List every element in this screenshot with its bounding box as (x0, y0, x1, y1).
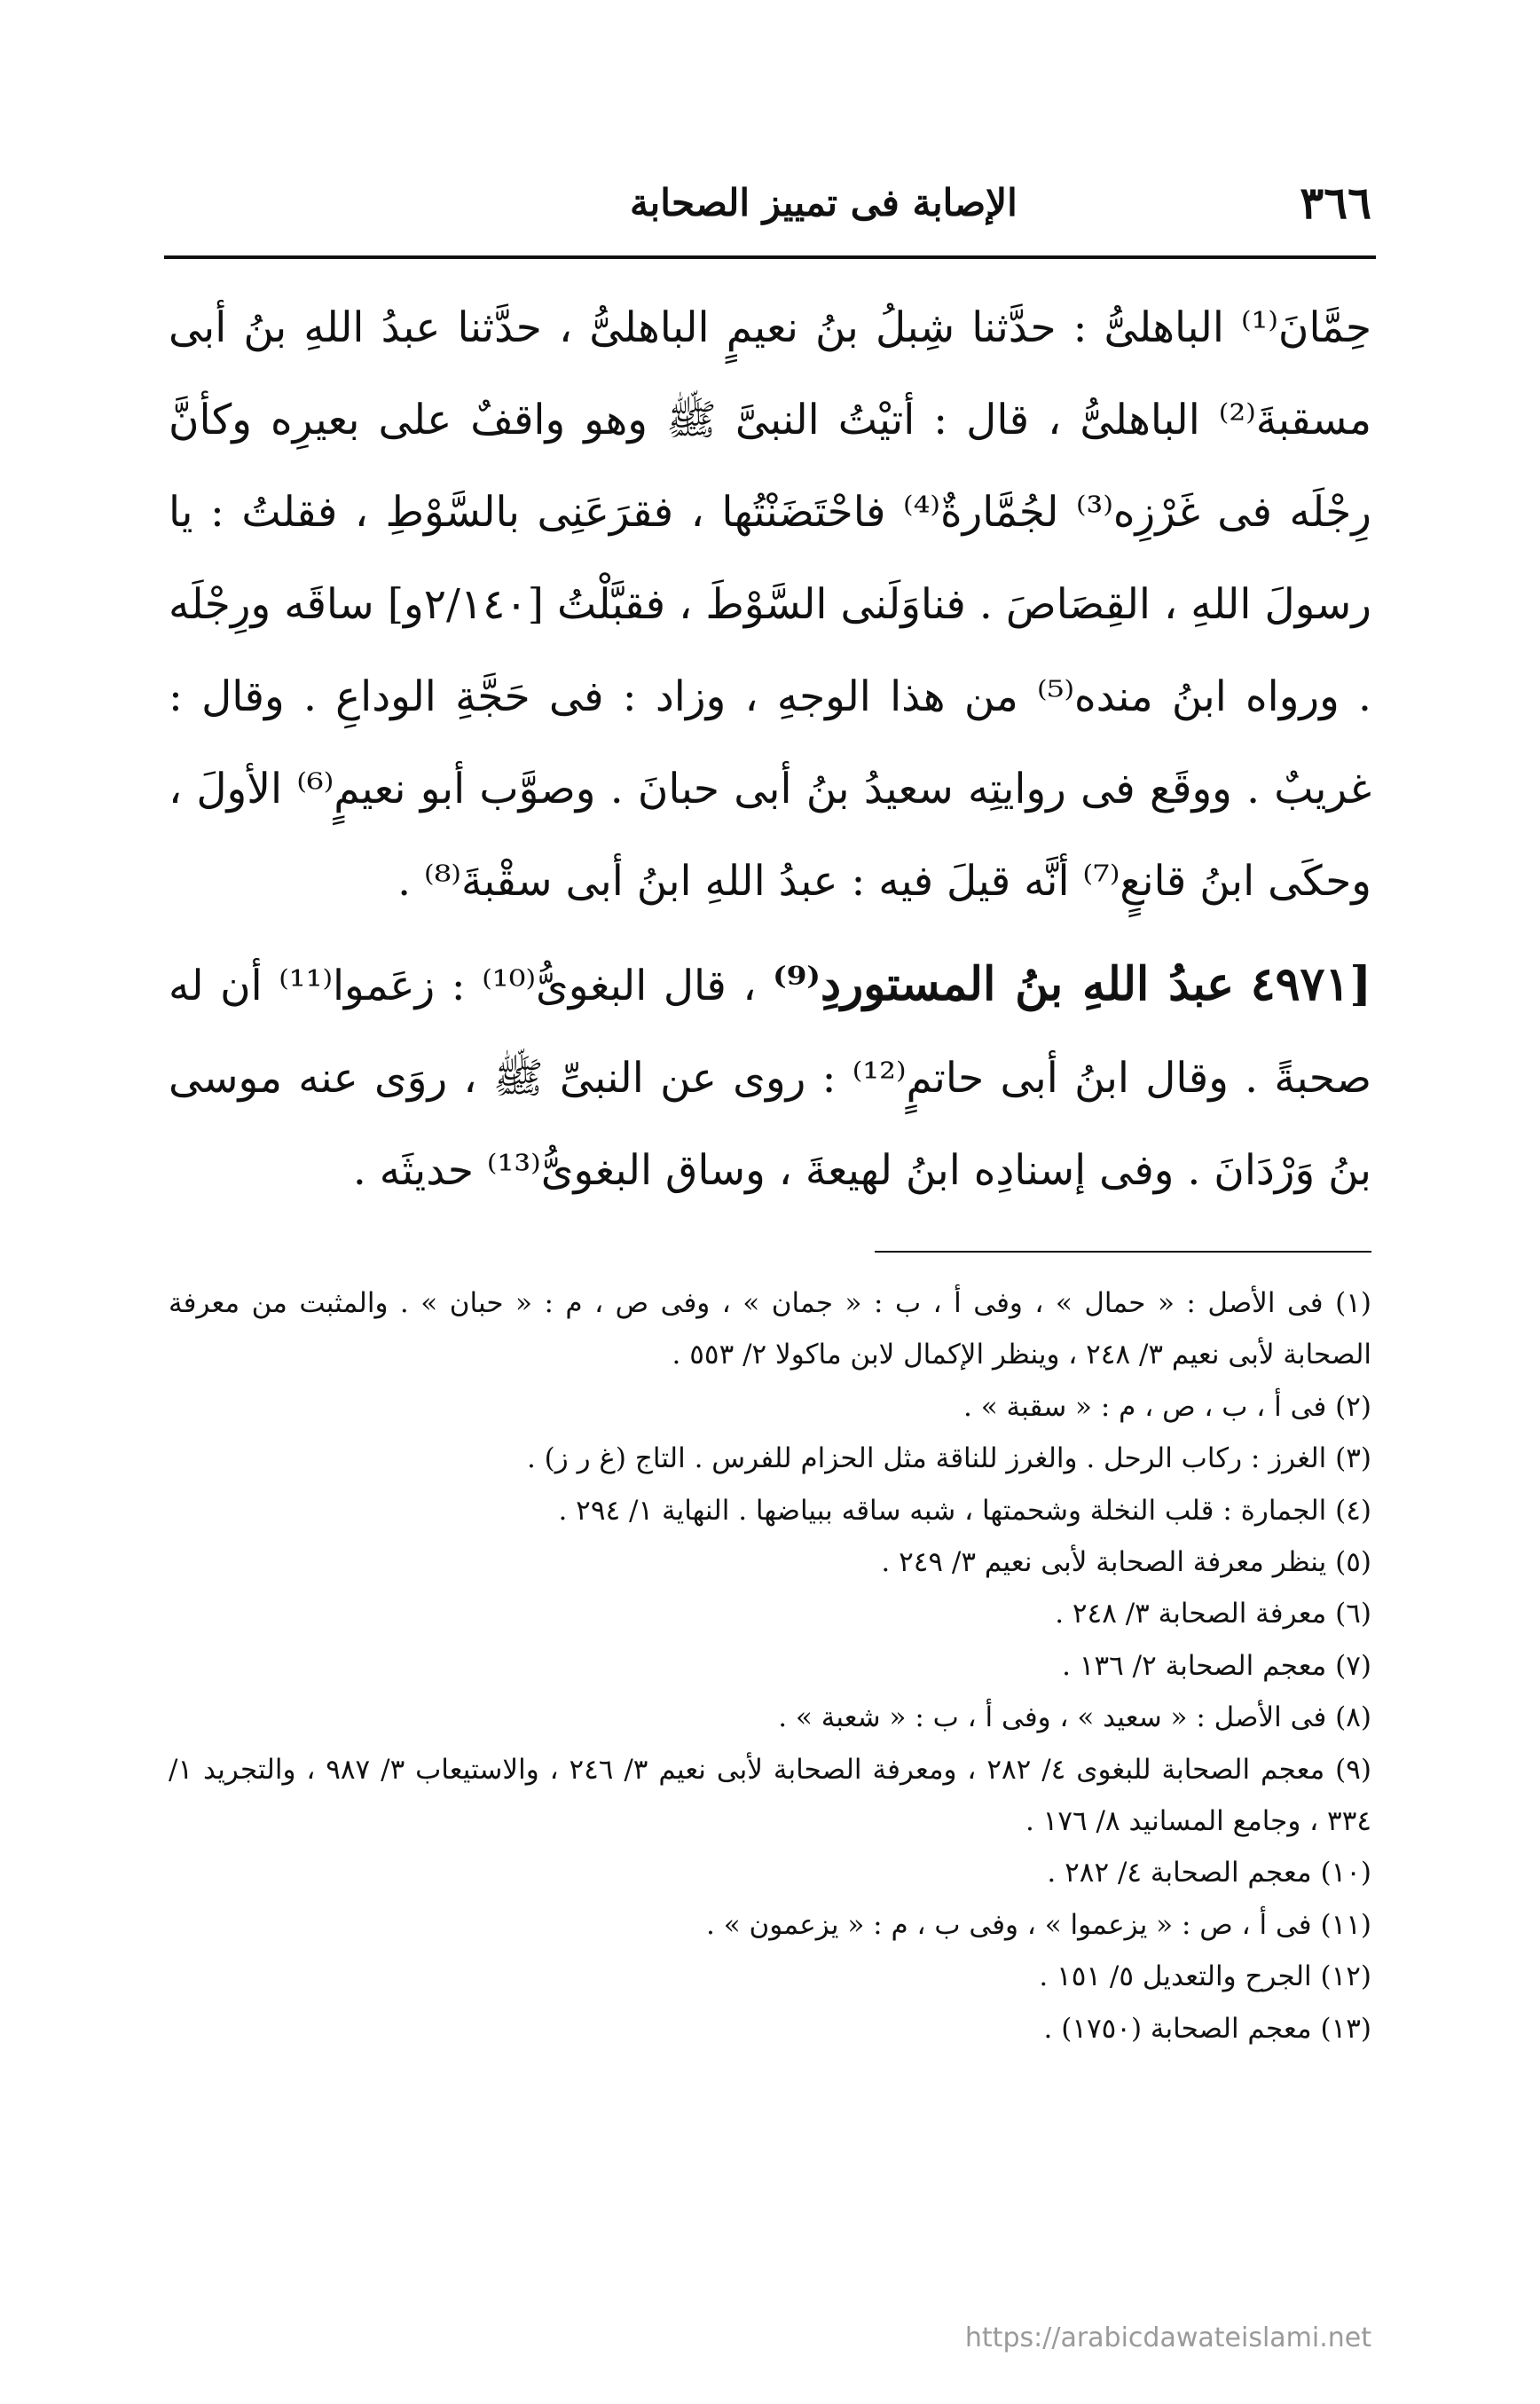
footnotes (169, 1277, 1371, 2054)
footnote: (٦) معرفة الصحابة ٣/ ٢٤٨ . (1055, 1598, 1371, 1630)
footnote: (٥) ينظر معرفة الصحابة لأبى نعيم ٣/ ٢٤٩ . (881, 1546, 1371, 1579)
entry-number: [٤٩٧١ (1250, 957, 1372, 1011)
page-header (169, 176, 1371, 229)
footnote-separator (875, 1251, 1371, 1253)
footnote: (٢) فى أ ، ب ، ص ، م : « سقبة » . (963, 1390, 1371, 1423)
entry-name: عبدُ اللهِ بنُ المستوردِ⁽⁹⁾ (773, 957, 1235, 1011)
footnote: (١١) فى أ ، ص : « يزعموا » ، وفى ب ، م : « يزعمون » . (706, 1908, 1371, 1941)
header-rule (164, 255, 1376, 259)
paragraph: حِمَّانَ⁽¹⁾ الباهلىُّ : حدَّثنا شِبلُ بنُ نعيمٍ الباهلىُّ ، حدَّثنا عبدُ اللهِ بنُ أبى مسقبةَ⁽²⁾ الباهلىُّ ، قال : أتيْتُ النبىَّ ﷺ وهو واقفٌ على بعيرِه وكأنَّ رِجْلَه فى غَرْزِه⁽³⁾ لجُمَّارةٌ⁽⁴⁾ فاحْتَضَنْتُها ، فقرَعَنِى بالسَّوْطِ ، فقلتُ : يا رسولَ اللهِ ، القِصَاصَ . فناوَلَنى السَّوْطَ ، فقبَّلْتُ [٢/١٤٠و] ساقَه ورِجْلَه . ورواه ابنُ منده⁽⁵⁾ من هذا الوجهِ ، وزاد : فى حَجَّةِ الوداعِ . وقال : غريبٌ . ووقَع فى روايتِه سعيدُ بنُ أبى حبانَ . وصوَّب أبو نعيمٍ⁽⁶⁾ الأولَ ، وحكَى ابنُ قانعٍ⁽⁷⁾ أنَّه قيلَ فيه : عبدُ اللهِ ابنُ أبى سقْبةَ⁽⁸⁾ . (169, 303, 1371, 906)
biography-entry (169, 939, 1371, 1217)
footnote: (٣) الغرز : ركاب الرحل . والغرز للناقة مثل الحزام للفرس . التاج (غ ر ز) . (526, 1442, 1371, 1475)
main-text (169, 282, 1371, 1217)
book-title: الإصابة فى تمييز الصحابة (630, 180, 1018, 224)
footnote: (١) فى الأصل : « حمال » ، وفى أ ، ب : « جمان » ، وفى ص ، م : « حبان » . والمثبت من معرفة الصحابة لأبى نعيم ٣/ ٢٤٨ ، وينظر الإكمال لابن ماكولا ٢/ ٥٥٣ . (169, 1287, 1371, 1371)
footnote: (٨) فى الأصل : « سعيد » ، وفى أ ، ب : « شعبة » . (778, 1701, 1371, 1734)
footnote: (١٣) معجم الصحابة (١٧٥٠) . (1043, 2012, 1371, 2045)
footnote: (٧) معجم الصحابة ٢/ ١٣٦ . (1062, 1649, 1371, 1682)
entry-text: ، قال البغوىُّ⁽¹⁰⁾ : زعَموا⁽¹¹⁾ أن له صحبةً . وقال ابنُ أبى حاتمٍ⁽¹²⁾ : روى عن النبىِّ ﷺ ، روَى عنه موسى بنُ وَرْدَانَ . وفى إسنادِه ابنُ لهيعةَ ، وساق البغوىُّ⁽¹³⁾ حديثَه . (169, 962, 1371, 1195)
footnote: (٩) معجم الصحابة للبغوى ٤/ ٢٨٢ ، ومعرفة الصحابة لأبى نعيم ٣/ ٢٤٦ ، والاستيعاب ٣/ ٩٨٧ ، والتجريد ١/ ٣٣٤ ، وجامع المسانيد ٨/ ١٧٦ . (169, 1753, 1371, 1838)
page-number: ٣٦٦ (1300, 176, 1371, 229)
footnote: (١٠) معجم الصحابة ٤/ ٢٨٢ . (1047, 1857, 1371, 1889)
footnote: (٤) الجمارة : قلب النخلة وشحمتها ، شبه ساقه ببياضها . النهاية ١/ ٢٩٤ . (558, 1494, 1371, 1527)
watermark: https://arabicdawateislami.net (964, 2322, 1371, 2353)
footnote: (١٢) الجرح والتعديل ٥/ ١٥١ . (1039, 1960, 1371, 1993)
